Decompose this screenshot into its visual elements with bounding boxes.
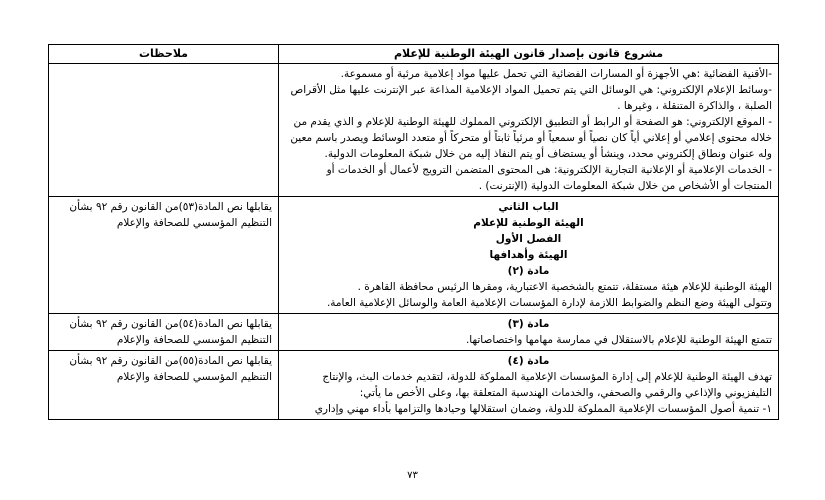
table-row bbox=[49, 64, 779, 197]
row-notes-cell: يقابلها نص المادة(٥٥)من القانون رقم ٩٢ بشأن التنظيم المؤسسي للصحافة والإعلام bbox=[49, 351, 279, 420]
article-heading: مادة (٢) bbox=[507, 265, 550, 277]
definition-paragraph: - الخدمات الإعلامية أو الإعلانية التجارية الإلكترونية: هى المحتوى المتضمن الترويج لأعمال أو الخدمات أو المنتجات أو الأشخاص من خلال شبكة المعلومات الدولية (الإنترنت) . bbox=[326, 164, 772, 192]
article-paragraph: تهدف الهيئة الوطنية للإعلام إلى إدارة المؤسسات الإعلامية المملوكة للدولة، لتقديم خدمات البث، والإنتاج التليفزيوني والإذاعي والرقمي والصحفي، والخدمات الهندسية المتعلقة بها، وعلى الأخص ما يأتي: bbox=[322, 371, 772, 399]
definition-paragraph: -الأقنية الفضائية :هي الأجهزة أو المسارات الفضائية التي تحمل عليها مواد إعلامية مرئية أو مسموعة. bbox=[340, 68, 772, 80]
header-main: مشروع قانون بإصدار قانون الهيئة الوطنية للإعلام bbox=[279, 45, 779, 64]
chapter-heading: الهيئة الوطنية للإعلام bbox=[473, 217, 584, 229]
table-row bbox=[49, 314, 779, 351]
row-notes-cell: يقابلها نص المادة(٥٤)من القانون رقم ٩٢ بشأن التنظيم المؤسسي للصحافة والإعلام bbox=[49, 314, 279, 351]
header-notes: ملاحظات bbox=[49, 45, 279, 64]
article-paragraph: وتتولى الهيئة وضع النظم والضوابط اللازمة لإدارة المؤسسات الإعلامية العامة والوسائل الإعلامية العامة. bbox=[326, 297, 772, 309]
row-main-cell bbox=[279, 197, 779, 314]
article-paragraph: تتمتع الهيئة الوطنية للإعلام بالاستقلال في ممارسة مهامها واختصاصاتها. bbox=[465, 334, 772, 346]
page-number: ٧٣ bbox=[407, 470, 418, 481]
article-paragraph: ١- تنمية أصول المؤسسات الإعلامية المملوكة للدولة، وضمان استقلالها وحيادها والتزامها بأداء مهني وإداري bbox=[314, 403, 772, 415]
row-main-cell bbox=[279, 314, 779, 351]
article-heading: مادة (٤) bbox=[507, 355, 550, 367]
table-header-row bbox=[49, 45, 779, 64]
law-comparison-table bbox=[48, 44, 779, 420]
row-notes-cell: يقابلها نص المادة(٥٣)من القانون رقم ٩٢ بشأن التنظيم المؤسسي للصحافة والإعلام bbox=[49, 197, 279, 314]
article-paragraph: الهيئة الوطنية للإعلام هيئة مستقلة، تتمتع بالشخصية الاعتبارية، ومقرها الرئيس محافظة القاهرة . bbox=[357, 281, 772, 293]
table-row bbox=[49, 197, 779, 314]
definition-paragraph: - الموقع الإلكتروني: هو الصفحة أو الرابط أو التطبيق الإلكتروني المملوك للهيئة الوطنية للإعلام و الذي يقدم من خلاله محتوى إعلامي أو إعلاني أياً كان نصياً أو سمعياً أو مرئياً ثابتاً أو متحركاً أو متعدد الوسائط ويصدر باسم معين وله عنوان ونطاق إلكتروني محدد، وينشأ أو يستضاف أو يتم النفاذ إليه من خلال شبكة المعلومات الدولية. bbox=[290, 116, 772, 160]
row-main-cell bbox=[279, 351, 779, 420]
table-row bbox=[49, 351, 779, 420]
section-heading: الهيئة وأهدافها bbox=[489, 249, 568, 261]
article-heading: مادة (٣) bbox=[507, 318, 550, 330]
section-heading: الفصل الأول bbox=[495, 233, 562, 245]
row-main-cell bbox=[279, 64, 779, 197]
row-notes-cell bbox=[49, 64, 279, 197]
definition-paragraph: -وسائط الإعلام الإلكتروني: هي الوسائل التي يتم تحميل المواد الإعلامية المذاعة عبر الإنترنت عليها مثل الأقراص الصلبة ، والذاكرة المتنقلة ، وغيرها . bbox=[290, 84, 772, 112]
chapter-heading: الباب الثاني bbox=[498, 201, 559, 213]
